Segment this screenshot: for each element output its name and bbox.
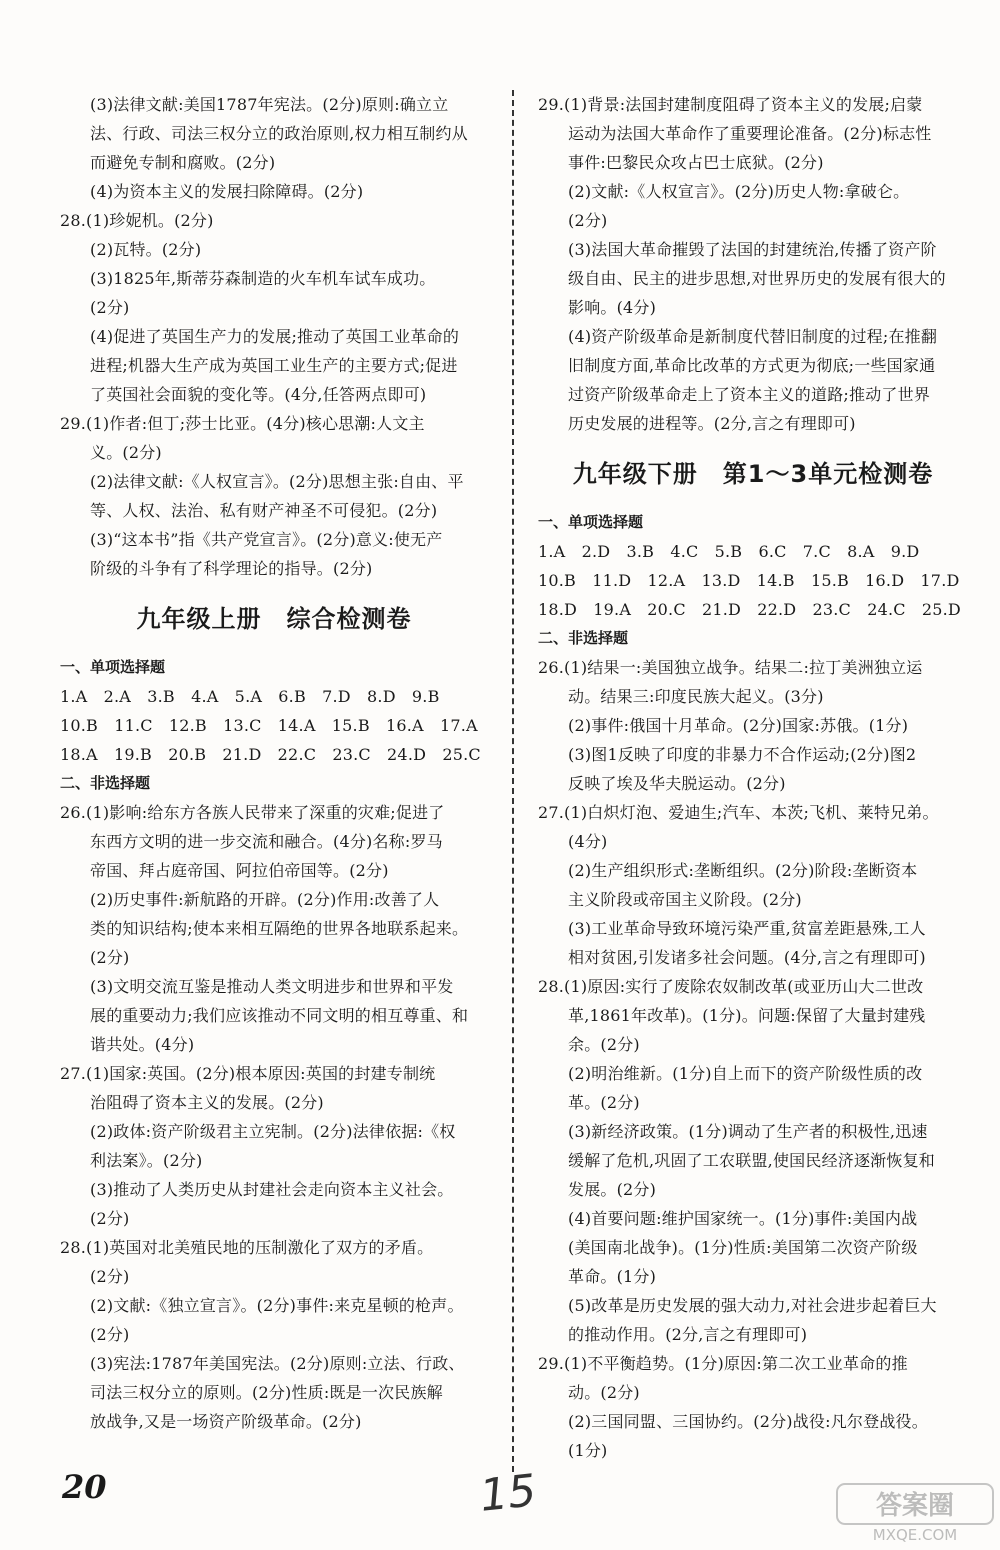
answer-line: 革命。(1分) <box>568 1267 657 1286</box>
answer-line: 29.(1)不平衡趋势。(1分)原因:第二次工业革命的推 <box>538 1354 908 1373</box>
answer-line: (4)为资本主义的发展扫除障碍。(2分) <box>90 182 364 201</box>
answer-line: 而避免专制和腐败。(2分) <box>90 153 276 172</box>
answer-line: (3)推动了人类历史从封建社会走向资本主义社会。 <box>90 1180 454 1199</box>
answer-line: 10.B 11.C 12.B 13.C 14.A 15.B 16.A 17.A <box>60 716 478 735</box>
answer-line: (2)事件:俄国十月革命。(2分)国家:苏俄。(1分) <box>568 716 909 735</box>
answer-line: (3)法国大革命摧毁了法国的封建统治,传播了资产阶 <box>568 240 937 259</box>
answer-line: 等、人权、法治、私有财产神圣不可侵犯。(2分) <box>90 501 438 520</box>
answer-line: 帝国、拜占庭帝国、阿拉伯帝国等。(2分) <box>90 861 389 880</box>
answer-line: 28.(1)珍妮机。(2分) <box>60 211 214 230</box>
answer-line: (4)资产阶级革命是新制度代替旧制度的过程;在推翻 <box>568 327 938 346</box>
section-title-grade9-vol1-comprehensive: 九年级上册 综合检测卷 <box>136 605 412 633</box>
answer-line: 动。(2分) <box>568 1383 640 1402</box>
answer-line: (3)“这本书”指《共产党宣言》。(2分)意义:使无产 <box>90 530 443 549</box>
answer-line: 革。(2分) <box>568 1093 640 1112</box>
answer-line: 反映了埃及华夫脱运动。(2分) <box>568 774 786 793</box>
answer-line: 谐共处。(4分) <box>90 1035 195 1054</box>
non-choice-answers <box>538 653 968 1465</box>
answer-line: (2)文献:《独立宣言》。(2分)事件:来克星顿的枪声。 <box>90 1296 464 1315</box>
answer-line: 运动为法国大革命作了重要理论准备。(2分)标志性 <box>568 124 932 143</box>
heading-non-choice: 二、非选择题 <box>60 774 151 792</box>
answer-line: 治阻碍了资本主义的发展。(2分) <box>90 1093 324 1112</box>
answer-line: (4分) <box>568 832 608 851</box>
answer-line: 法、行政、司法三权分立的政治原则,权力相互制约从 <box>90 124 468 143</box>
answer-line: 了英国社会面貌的变化等。(4分,任答两点即可) <box>90 385 427 404</box>
right-answers-continued <box>538 90 968 438</box>
answer-line: 18.A 19.B 20.B 21.D 22.C 23.C 24.D 25.C <box>60 745 481 764</box>
answer-line: (2分) <box>90 1209 130 1228</box>
answer-line: 动。结果三:印度民族大起义。(3分) <box>568 687 824 706</box>
answer-line: 司法三权分立的原则。(2分)性质:既是一次民族解 <box>90 1383 443 1402</box>
answer-line: (2)瓦特。(2分) <box>90 240 202 259</box>
answer-line: 放战争,又是一场资产阶级革命。(2分) <box>90 1412 362 1431</box>
answer-line: 的推动作用。(2分,言之有理即可) <box>568 1325 808 1344</box>
non-choice-answers <box>60 798 488 1436</box>
answer-line: (3)宪法:1787年美国宪法。(2分)原则:立法、行政、 <box>90 1354 465 1373</box>
answer-line: (5)改革是历史发展的强大动力,对社会进步起着巨大 <box>568 1296 937 1315</box>
answer-line: (2)明治维新。(1分)自上而下的资产阶级性质的改 <box>568 1064 923 1083</box>
left-column <box>60 90 488 1436</box>
heading-multiple-choice: 一、单项选择题 <box>60 658 166 676</box>
answer-line: 过资产阶级革命走上了资本主义的道路;推动了世界 <box>568 385 930 404</box>
answer-line: (2)生产组织形式:垄断组织。(2分)阶段:垄断资本 <box>568 861 918 880</box>
answer-line: (4)首要问题:维护国家统一。(1分)事件:美国内战 <box>568 1209 918 1228</box>
answer-line: 29.(1)作者:但丁;莎士比亚。(4分)核心思潮:人文主 <box>60 414 425 433</box>
answer-line: (2)政体:资产阶级君主立宪制。(2分)法律依据:《权 <box>90 1122 456 1141</box>
answer-line: 事件:巴黎民众攻占巴士底狱。(2分) <box>568 153 824 172</box>
answer-line: (2分) <box>90 1325 130 1344</box>
watermark-text: 答案圈 <box>875 1491 955 1521</box>
answer-line: (2)法律文献:《人权宣言》。(2分)思想主张:自由、平 <box>90 472 464 491</box>
answer-line: 义。(2分) <box>90 443 162 462</box>
answer-line: (4)促进了英国生产力的发展;推动了英国工业革命的 <box>90 327 460 346</box>
answer-line: (2分) <box>90 298 130 317</box>
answer-line: (2分) <box>568 211 608 230</box>
answer-line: 10.B 11.D 12.A 13.D 14.B 15.B 16.D 17.D <box>538 571 960 590</box>
answer-line: 展的重要动力;我们应该推动不同文明的相互尊重、和 <box>90 1006 469 1025</box>
answer-line: 28.(1)原因:实行了废除农奴制改革(或亚历山大二世改 <box>538 977 924 996</box>
answer-line: 东西方文明的进一步交流和融合。(4分)名称:罗马 <box>90 832 443 851</box>
answer-line: 余。(2分) <box>568 1035 640 1054</box>
multiple-choice-answers <box>538 537 968 624</box>
answer-line: 27.(1)白炽灯泡、爱迪生;汽车、本茨;飞机、莱特兄弟。 <box>538 803 939 822</box>
answer-line: 主义阶段或帝国主义阶段。(2分) <box>568 890 802 909</box>
answer-line: (3)工业革命导致环境污染严重,贫富差距悬殊,工人 <box>568 919 926 938</box>
answer-line: (3)文明交流互鉴是推动人类文明进步和世界和平发 <box>90 977 454 996</box>
answer-line: (2)历史事件:新航路的开辟。(2分)作用:改善了人 <box>90 890 440 909</box>
answer-line: 27.(1)国家:英国。(2分)根本原因:英国的封建专制统 <box>60 1064 436 1083</box>
watermark-logo <box>835 1482 995 1544</box>
left-answers-continued <box>60 90 488 583</box>
handwritten-page-mark: 15 <box>477 1465 539 1522</box>
answer-line: 利法案》。(2分) <box>90 1151 203 1170</box>
answer-line: (2分) <box>90 1267 130 1286</box>
answer-line: (1分) <box>568 1441 608 1460</box>
heading-non-choice: 二、非选择题 <box>538 629 629 647</box>
answer-line: (2)文献:《人权宣言》。(2分)历史人物:拿破仑。 <box>568 182 910 201</box>
answer-line: 影响。(4分) <box>568 298 657 317</box>
answer-line: 类的知识结构;使本来相互隔绝的世界各地联系起来。 <box>90 919 469 938</box>
answer-line: 1.A 2.A 3.B 4.A 5.A 6.B 7.D 8.D 9.B <box>60 687 440 706</box>
section-title-grade9-vol2-units-1-3: 九年级下册 第1～3单元检测卷 <box>572 460 934 488</box>
answer-line: (美国南北战争)。(1分)性质:美国第二次资产阶级 <box>568 1238 918 1257</box>
answer-line: (3)新经济政策。(1分)调动了生产者的积极性,迅速 <box>568 1122 928 1141</box>
column-divider <box>512 90 514 1472</box>
answer-line: 18.D 19.A 20.C 21.D 22.D 23.C 24.C 25.D <box>538 600 961 619</box>
answer-line: 29.(1)背景:法国封建制度阻碍了资本主义的发展;启蒙 <box>538 95 923 114</box>
answer-line: 缓解了危机,巩固了工农联盟,使国民经济逐渐恢复和 <box>568 1151 935 1170</box>
answer-line: 历史发展的进程等。(2分,言之有理即可) <box>568 414 856 433</box>
watermark-url: MXQE.COM <box>872 1526 958 1544</box>
answer-line: 26.(1)影响:给东方各族人民带来了深重的灾难;促进了 <box>60 803 445 822</box>
page-number: 20 <box>62 1468 107 1506</box>
answer-line: (3)1825年,斯蒂芬森制造的火车机车试车成功。 <box>90 269 436 288</box>
heading-multiple-choice: 一、单项选择题 <box>538 513 644 531</box>
answer-line: 1.A 2.D 3.B 4.C 5.B 6.C 7.C 8.A 9.D <box>538 542 920 561</box>
answer-line: (3)法律文献:美国1787年宪法。(2分)原则:确立立 <box>90 95 449 114</box>
multiple-choice-answers <box>60 682 488 769</box>
answer-line: (2)三国同盟、三国协约。(2分)战役:凡尔登战役。 <box>568 1412 928 1431</box>
right-column <box>538 90 968 1465</box>
answer-line: (2分) <box>90 948 130 967</box>
answer-line: (3)图1反映了印度的非暴力不合作运动;(2分)图2 <box>568 745 917 764</box>
answer-line: 26.(1)结果一:美国独立战争。结果二:拉丁美洲独立运 <box>538 658 923 677</box>
answer-line: 阶级的斗争有了科学理论的指导。(2分) <box>90 559 373 578</box>
answer-line: 级自由、民主的进步思想,对世界历史的发展有很大的 <box>568 269 946 288</box>
answer-line: 发展。(2分) <box>568 1180 657 1199</box>
answer-line: 相对贫困,引发诸多社会问题。(4分,言之有理即可) <box>568 948 926 967</box>
answer-line: 革,1861年改革)。(1分)。问题:保留了大量封建残 <box>568 1006 926 1025</box>
answer-line: 28.(1)英国对北美殖民地的压制激化了双方的矛盾。 <box>60 1238 434 1257</box>
answer-line: 进程;机器大生产成为英国工业生产的主要方式;促进 <box>90 356 458 375</box>
answer-line: 旧制度方面,革命比改革的方式更为彻底;一些国家通 <box>568 356 936 375</box>
